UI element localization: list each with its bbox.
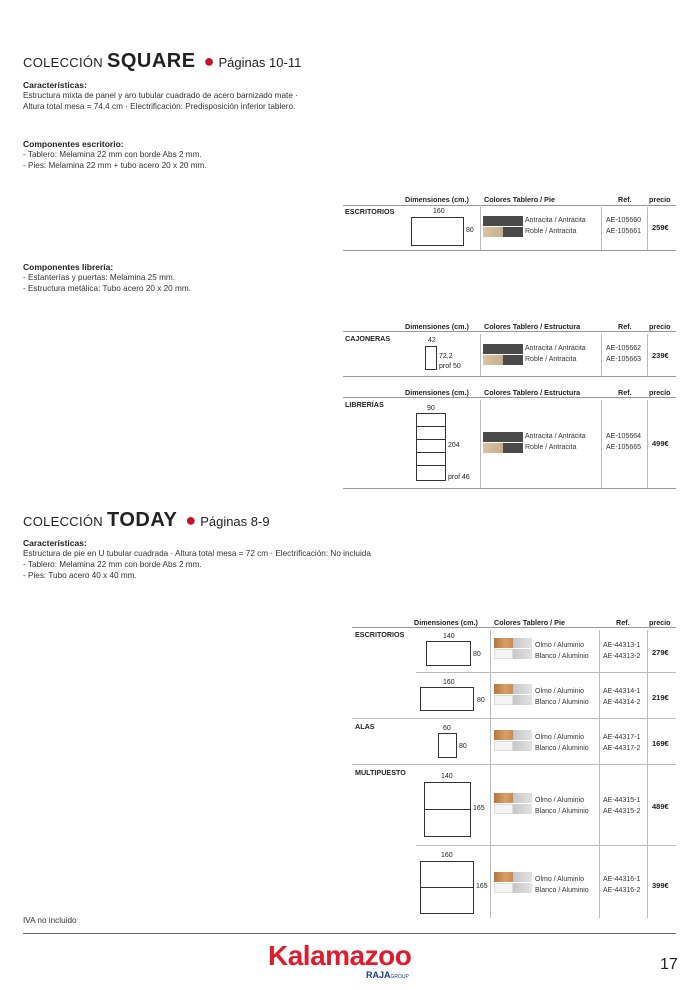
swatch-antracita-antracita [483,344,523,354]
square-library-components: Componentes librería: - Estanterías y puertas: Melamina 25 mm. - Estructura metálica: Tubo acero 20 x 20 mm. [23,262,191,293]
swatch-olmo-blanco-aluminio [494,793,532,814]
square-desk-components: Componentes escritorio: - Tablero: Melamina 22 mm con borde Abs 2 mm. - Pies: Melamina 22 mm + tubo acero 20 x 20 mm. [23,139,207,170]
multiuser-dimension-diagram [424,782,471,837]
bullet-dot-icon: ● [203,51,215,71]
desk-dimension-diagram [420,687,474,711]
footer-divider [23,933,676,934]
bullet-dot-icon: ● [185,510,197,530]
library-dimension-diagram [416,413,446,481]
swatch-antracita-antracita [483,216,523,226]
vat-note: IVA no incluido [23,916,77,925]
swatch-antracita-antracita [483,432,523,442]
swatch-olmo-blanco-aluminio [494,638,532,659]
swatch-roble-antracita [483,443,523,453]
today-features: Características: Estructura de pie en U tubular cuadrada · Altura total mesa = 72 cm · Electrificación: No incluida - Tablero: Melamina 22 mm con borde Abs 2 mm. - Pies: Tubo acero 40 x 40 mm. [23,538,371,580]
drawer-dimension-diagram [425,346,437,370]
desk-dimension-diagram [426,641,471,666]
page-number: 17 [660,956,678,973]
multiuser-dimension-diagram [420,861,474,914]
kalamazoo-logo: Kalamazoo RAJAGROUP [268,940,412,980]
swatch-olmo-blanco-aluminio [494,730,532,751]
swatch-roble-antracita [483,355,523,365]
table-divider [343,205,676,206]
swatch-roble-antracita [483,227,523,237]
swatch-olmo-blanco-aluminio [494,684,532,705]
desk-dimension-diagram [411,217,464,246]
swatch-olmo-blanco-aluminio [494,872,532,893]
today-collection-title: COLECCIÓN TODAY ● Páginas 8-9 [23,509,270,531]
square-features: Características: Estructura mixta de panel y aro tubular cuadrado de acero barnizado mate · Altura total mesa = 74,4 cm · Electrificación: Predisposición inferior tablero. [23,80,298,111]
square-collection-title: COLECCIÓN SQUARE ● Páginas 10-11 [23,50,302,72]
wing-dimension-diagram [438,733,457,758]
